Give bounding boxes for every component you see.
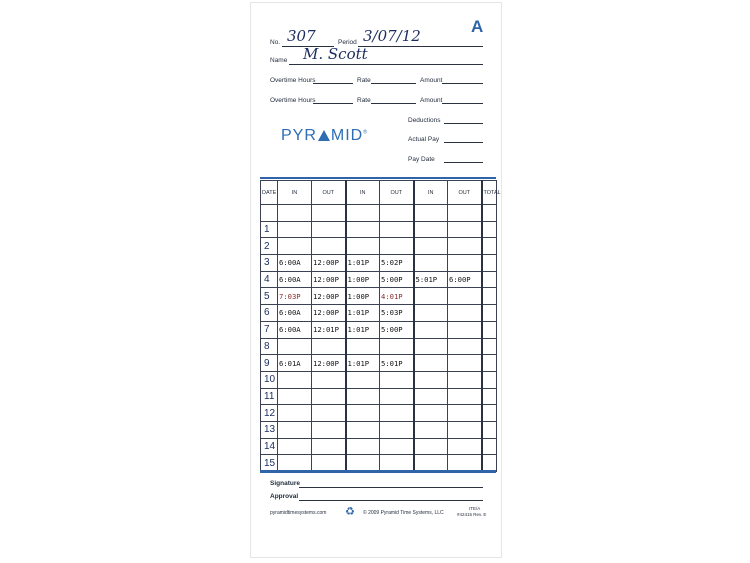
punch-cell <box>346 371 380 388</box>
punch-cell <box>346 388 380 405</box>
name-label: Name <box>270 57 288 64</box>
table-row <box>261 455 497 472</box>
amount-line-1 <box>442 83 483 84</box>
pay-date-label: Pay Date <box>408 156 435 163</box>
logo-text-right: MID <box>330 127 364 144</box>
punch-cell <box>448 371 482 388</box>
day-number: 10 <box>261 371 278 388</box>
punch-cell <box>448 205 482 222</box>
punch-cell <box>346 405 380 422</box>
punch-cell: 12:00P <box>312 288 346 305</box>
punch-cell <box>414 455 448 472</box>
punch-cell <box>312 405 346 422</box>
rate-label-2: Rate <box>357 97 371 104</box>
table-row <box>261 355 497 372</box>
day-number: 3 <box>261 255 278 272</box>
punch-cell <box>380 438 414 455</box>
punch-cell: 1:01P <box>346 321 380 338</box>
total-cell <box>482 338 497 355</box>
overtime-label-2: Overtime Hours <box>270 97 316 104</box>
grid-header-5: IN <box>414 181 448 205</box>
table-row <box>261 421 497 438</box>
day-number: 14 <box>261 438 278 455</box>
punch-cell <box>414 288 448 305</box>
rate-line-2 <box>371 103 416 104</box>
period-label: Period <box>338 39 357 46</box>
punch-cell: 12:00P <box>312 355 346 372</box>
punch-cell: 12:00P <box>312 255 346 272</box>
punch-cell <box>380 205 414 222</box>
overtime-line-2 <box>313 103 353 104</box>
punch-cell <box>278 338 312 355</box>
grid-header-0: DATE <box>261 181 278 205</box>
punch-cell <box>414 355 448 372</box>
employee-name: M. Scott <box>303 45 368 63</box>
punch-cell <box>380 405 414 422</box>
punch-cell: 1:01P <box>346 355 380 372</box>
day-number: 13 <box>261 421 278 438</box>
form-code-1: ITE/A <box>469 506 481 511</box>
punch-cell: 4:01P <box>380 288 414 305</box>
rate-line-1 <box>371 83 416 84</box>
punch-cell <box>346 338 380 355</box>
total-cell <box>482 238 497 255</box>
day-number: 8 <box>261 338 278 355</box>
copyright-text: © 2009 Pyramid Time Systems, LLC <box>363 510 444 516</box>
punch-cell <box>312 238 346 255</box>
total-cell <box>482 421 497 438</box>
total-cell <box>482 355 497 372</box>
punch-cell: 1:00P <box>346 271 380 288</box>
punch-cell: 1:00P <box>346 288 380 305</box>
punch-cell <box>380 388 414 405</box>
total-cell <box>482 205 497 222</box>
table-row <box>261 271 497 288</box>
punch-cell: 5:01P <box>380 355 414 372</box>
overtime-label-1: Overtime Hours <box>270 77 316 84</box>
grid-header-6: OUT <box>448 181 482 205</box>
total-cell <box>482 388 497 405</box>
punch-cell <box>414 388 448 405</box>
punch-cell <box>448 405 482 422</box>
punch-cell <box>312 421 346 438</box>
approval-line <box>299 500 483 501</box>
corner-letter: A <box>471 17 484 36</box>
punch-cell: 5:00P <box>380 321 414 338</box>
punch-cell <box>278 238 312 255</box>
punch-cell: 6:00A <box>278 305 312 322</box>
table-row <box>261 388 497 405</box>
grid-header-7: TOTAL <box>482 181 497 205</box>
day-number: 2 <box>261 238 278 255</box>
punch-cell: 12:00P <box>312 271 346 288</box>
punch-cell <box>346 438 380 455</box>
punch-cell <box>278 455 312 472</box>
punch-cell <box>380 455 414 472</box>
punch-cell <box>414 338 448 355</box>
card-number: 307 <box>287 27 316 45</box>
punch-cell <box>414 321 448 338</box>
total-cell <box>482 288 497 305</box>
rate-label-1: Rate <box>357 77 371 84</box>
punch-cell: 5:00P <box>380 271 414 288</box>
punch-cell <box>312 455 346 472</box>
pay-date-line <box>444 162 483 163</box>
punch-cell: 1:01P <box>346 255 380 272</box>
punch-cell <box>414 205 448 222</box>
amount-line-2 <box>442 103 483 104</box>
day-number: 12 <box>261 405 278 422</box>
punch-cell <box>346 205 380 222</box>
punch-cell <box>278 221 312 238</box>
punch-cell <box>448 438 482 455</box>
punch-cell <box>448 255 482 272</box>
punch-cell: 5:01P <box>414 271 448 288</box>
total-cell <box>482 321 497 338</box>
grid-header-1: IN <box>278 181 312 205</box>
recycle-icon: ♻ <box>345 506 355 518</box>
punch-cell <box>312 338 346 355</box>
punch-cell: 1:01P <box>346 305 380 322</box>
punch-cell <box>312 388 346 405</box>
punch-cell <box>346 421 380 438</box>
website-text: pyramidtimesystems.com <box>270 510 327 516</box>
day-number <box>261 205 278 222</box>
punch-cell <box>380 421 414 438</box>
approval-label: Approval <box>270 493 299 500</box>
punch-cell <box>278 421 312 438</box>
punch-cell: 7:03P <box>278 288 312 305</box>
no-label: No. <box>270 39 281 46</box>
pyramid-logo <box>281 127 368 145</box>
punch-cell <box>380 371 414 388</box>
punch-cell <box>414 221 448 238</box>
punch-cell <box>312 438 346 455</box>
punch-cell <box>448 355 482 372</box>
total-cell <box>482 305 497 322</box>
punch-cell <box>414 255 448 272</box>
punch-cell <box>278 388 312 405</box>
day-number: 4 <box>261 271 278 288</box>
table-row <box>261 238 497 255</box>
table-row <box>261 288 497 305</box>
time-grid <box>260 180 501 472</box>
day-number: 11 <box>261 388 278 405</box>
punch-cell <box>414 405 448 422</box>
total-cell <box>482 221 497 238</box>
punch-cell: 12:01P <box>312 321 346 338</box>
grid-header-row <box>261 181 497 205</box>
punch-cell <box>312 221 346 238</box>
punch-cell <box>380 238 414 255</box>
table-row <box>261 371 497 388</box>
day-number: 1 <box>261 221 278 238</box>
grid-header-2: OUT <box>312 181 346 205</box>
punch-cell <box>278 438 312 455</box>
punch-cell: 6:00A <box>278 271 312 288</box>
punch-cell: 6:00P <box>448 271 482 288</box>
punch-cell <box>448 238 482 255</box>
time-card <box>250 2 502 558</box>
table-row <box>261 221 497 238</box>
punch-cell <box>346 238 380 255</box>
punch-cell <box>346 221 380 238</box>
signature-line <box>299 487 483 488</box>
signature-label: Signature <box>270 480 300 487</box>
day-number: 9 <box>261 355 278 372</box>
day-number: 6 <box>261 305 278 322</box>
grid-body <box>261 205 497 472</box>
punch-cell: 6:00A <box>278 321 312 338</box>
table-row <box>261 305 497 322</box>
total-cell <box>482 271 497 288</box>
period-line <box>358 46 483 47</box>
punch-cell <box>312 205 346 222</box>
punch-cell <box>448 305 482 322</box>
table-row <box>261 438 497 455</box>
punch-cell <box>448 421 482 438</box>
table-row <box>261 405 497 422</box>
punch-cell: 6:01A <box>278 355 312 372</box>
day-number: 5 <box>261 288 278 305</box>
grid-top-rule <box>260 177 496 179</box>
table-row <box>261 338 497 355</box>
punch-cell <box>448 388 482 405</box>
punch-cell: 5:03P <box>380 305 414 322</box>
punch-cell <box>380 338 414 355</box>
table-row <box>261 205 497 222</box>
day-number: 7 <box>261 321 278 338</box>
day-number: 15 <box>261 455 278 472</box>
period-value: 3/07/12 <box>363 27 421 45</box>
grid-bottom-rule <box>260 470 496 473</box>
punch-cell: 6:00A <box>278 255 312 272</box>
punch-cell: 5:02P <box>380 255 414 272</box>
overtime-line-1 <box>313 83 353 84</box>
pyramid-triangle-icon <box>318 130 330 141</box>
punch-cell <box>448 455 482 472</box>
deductions-line <box>444 123 483 124</box>
grid-header-3: IN <box>346 181 380 205</box>
name-line <box>289 64 483 65</box>
punch-cell <box>414 305 448 322</box>
form-code-2: #42415 Rev. E <box>457 512 487 517</box>
punch-cell <box>448 338 482 355</box>
total-cell <box>482 371 497 388</box>
punch-cell: 12:00P <box>312 305 346 322</box>
grid-header-4: OUT <box>380 181 414 205</box>
punch-cell <box>448 288 482 305</box>
amount-label-1: Amount <box>420 77 443 84</box>
total-cell <box>482 405 497 422</box>
logo-text-left: PYR <box>281 127 317 144</box>
logo-trademark: ® <box>363 129 368 136</box>
punch-cell <box>346 455 380 472</box>
total-cell <box>482 255 497 272</box>
total-cell <box>482 455 497 472</box>
amount-label-2: Amount <box>420 97 443 104</box>
actual-pay-line <box>444 142 483 143</box>
punch-cell <box>278 371 312 388</box>
punch-cell <box>414 421 448 438</box>
table-row <box>261 321 497 338</box>
table-row <box>261 255 497 272</box>
punch-cell <box>414 371 448 388</box>
punch-cell <box>278 205 312 222</box>
actual-pay-label: Actual Pay <box>408 136 440 143</box>
punch-cell <box>380 221 414 238</box>
punch-cell <box>278 405 312 422</box>
punch-cell <box>448 321 482 338</box>
punch-cell <box>312 371 346 388</box>
deductions-label: Deductions <box>408 117 441 124</box>
total-cell <box>482 438 497 455</box>
punch-cell <box>448 221 482 238</box>
punch-cell <box>414 438 448 455</box>
punch-cell <box>414 238 448 255</box>
